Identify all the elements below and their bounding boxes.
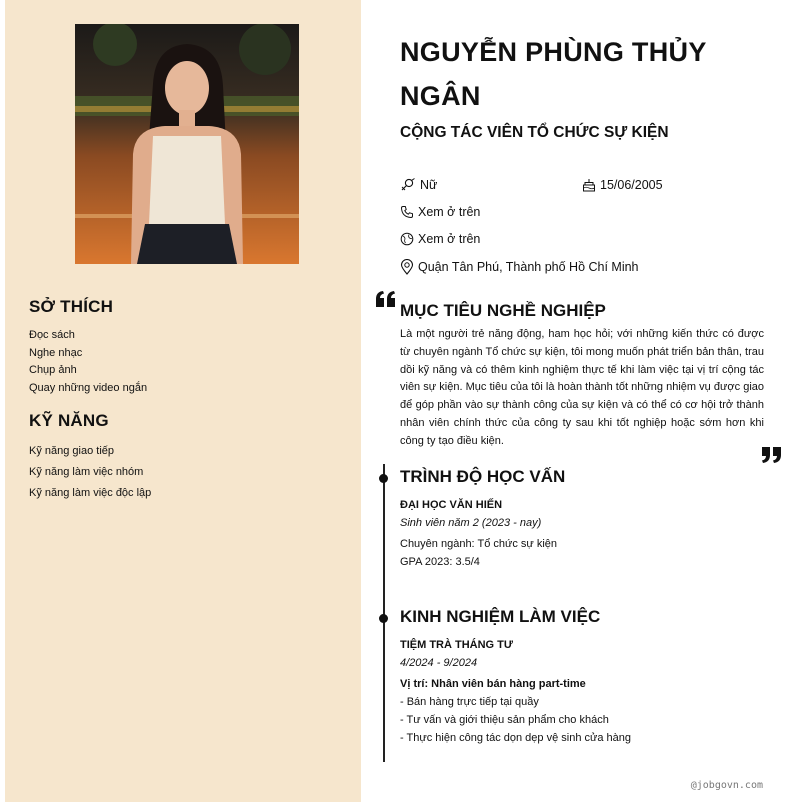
- timeline-dot: [379, 614, 388, 623]
- hobbies-list: [29, 327, 147, 397]
- education-title: TRÌNH ĐỘ HỌC VẤN: [400, 467, 566, 486]
- skill-item: Kỹ năng làm việc nhóm: [29, 466, 144, 478]
- hobby-item: Đọc sách: [29, 329, 75, 341]
- skills-list: [29, 441, 151, 504]
- hobbies-section: [29, 297, 147, 397]
- birthday-text: 15/06/2005: [600, 178, 663, 192]
- gender-icon: [400, 178, 416, 192]
- hobby-item: Nghe nhạc: [29, 346, 83, 359]
- birthday-info: [582, 178, 663, 192]
- skill-item: Kỹ năng giao tiếp: [29, 445, 115, 457]
- watermark-link[interactable]: @jobgovn.com: [690, 780, 763, 791]
- quote-open-icon: [375, 290, 397, 308]
- timeline-dot: [379, 474, 388, 483]
- candidate-name: NGUYỄN PHÙNG THỦY NGÂN: [400, 37, 707, 111]
- education-major: Chuyên ngành: Tổ chức sự kiện: [400, 538, 558, 550]
- hobby-item: Quay những video ngắn: [29, 381, 148, 394]
- objective-title: MỤC TIÊU NGHỀ NGHIỆP: [400, 301, 606, 320]
- gender-text: Nữ: [420, 178, 438, 192]
- phone-icon: [400, 205, 414, 219]
- duty-item: - Thực hiện công tác dọn dẹp vệ sinh cửa hàng: [400, 732, 632, 744]
- duty-item: - Tư vấn và giới thiệu sản phẩm cho khách: [400, 714, 609, 726]
- globe-icon: [400, 232, 414, 246]
- address-info: [400, 259, 639, 275]
- skill-item: Kỹ năng làm việc độc lập: [29, 487, 152, 499]
- website-text: Xem ở trên: [418, 232, 481, 246]
- education-period: Sinh viên năm 2 (2023 - nay): [400, 517, 542, 529]
- address-text: Quận Tân Phú, Thành phố Hồ Chí Minh: [418, 260, 639, 274]
- location-pin-icon: [400, 259, 414, 275]
- website-info: [400, 232, 480, 246]
- experience-role: Vị trí: Nhân viên bán hàng part-time: [400, 678, 586, 690]
- position-title: CỘNG TÁC VIÊN TỔ CHỨC SỰ KIỆN: [400, 124, 669, 141]
- objective-text: Là một người trẻ năng động, ham học hỏi; với những kiến thức có được từ chuyên ngành Tổ chức sự kiện, tôi mong muốn phát triển bản thân, trau dồi kỹ năng và có thêm kinh nghiệm thực tế khi làm việc tại vị trí cộng tác viên sự kiện. Mục tiêu của tôi là hoàn thành tốt những nhiệm vụ được giao để góp phần vào sự thành công của sự kiện và có thể có cơ hội trở thành nhân viên chính thức của công ty sau khi tốt nghiệp hoặc sớm hơn khi công ty tạo điều kiện.: [400, 328, 764, 447]
- phone-info: [400, 205, 480, 219]
- experience-title: KINH NGHIỆM LÀM VIỆC: [400, 607, 601, 626]
- experience-period: 4/2024 - 9/2024: [400, 657, 478, 669]
- experience-entry: [400, 639, 631, 747]
- profile-photo: [75, 24, 299, 264]
- education-entry: [400, 499, 557, 571]
- phone-text: Xem ở trên: [418, 205, 481, 219]
- gender-info: [400, 178, 437, 192]
- timeline-line: [383, 464, 385, 762]
- school-name: ĐẠI HỌC VĂN HIẾN: [400, 499, 503, 511]
- company-name: TIỆM TRÀ THÁNG TƯ: [400, 639, 514, 651]
- hobby-item: Chụp ảnh: [29, 364, 77, 376]
- education-gpa: GPA 2023: 3.5/4: [400, 556, 480, 568]
- hobbies-title: SỞ THÍCH: [29, 297, 114, 316]
- duty-item: - Bán hàng trực tiếp tại quầy: [400, 696, 539, 708]
- skills-section: [29, 411, 151, 504]
- cake-icon: [582, 178, 596, 192]
- skills-title: KỸ NĂNG: [29, 411, 109, 430]
